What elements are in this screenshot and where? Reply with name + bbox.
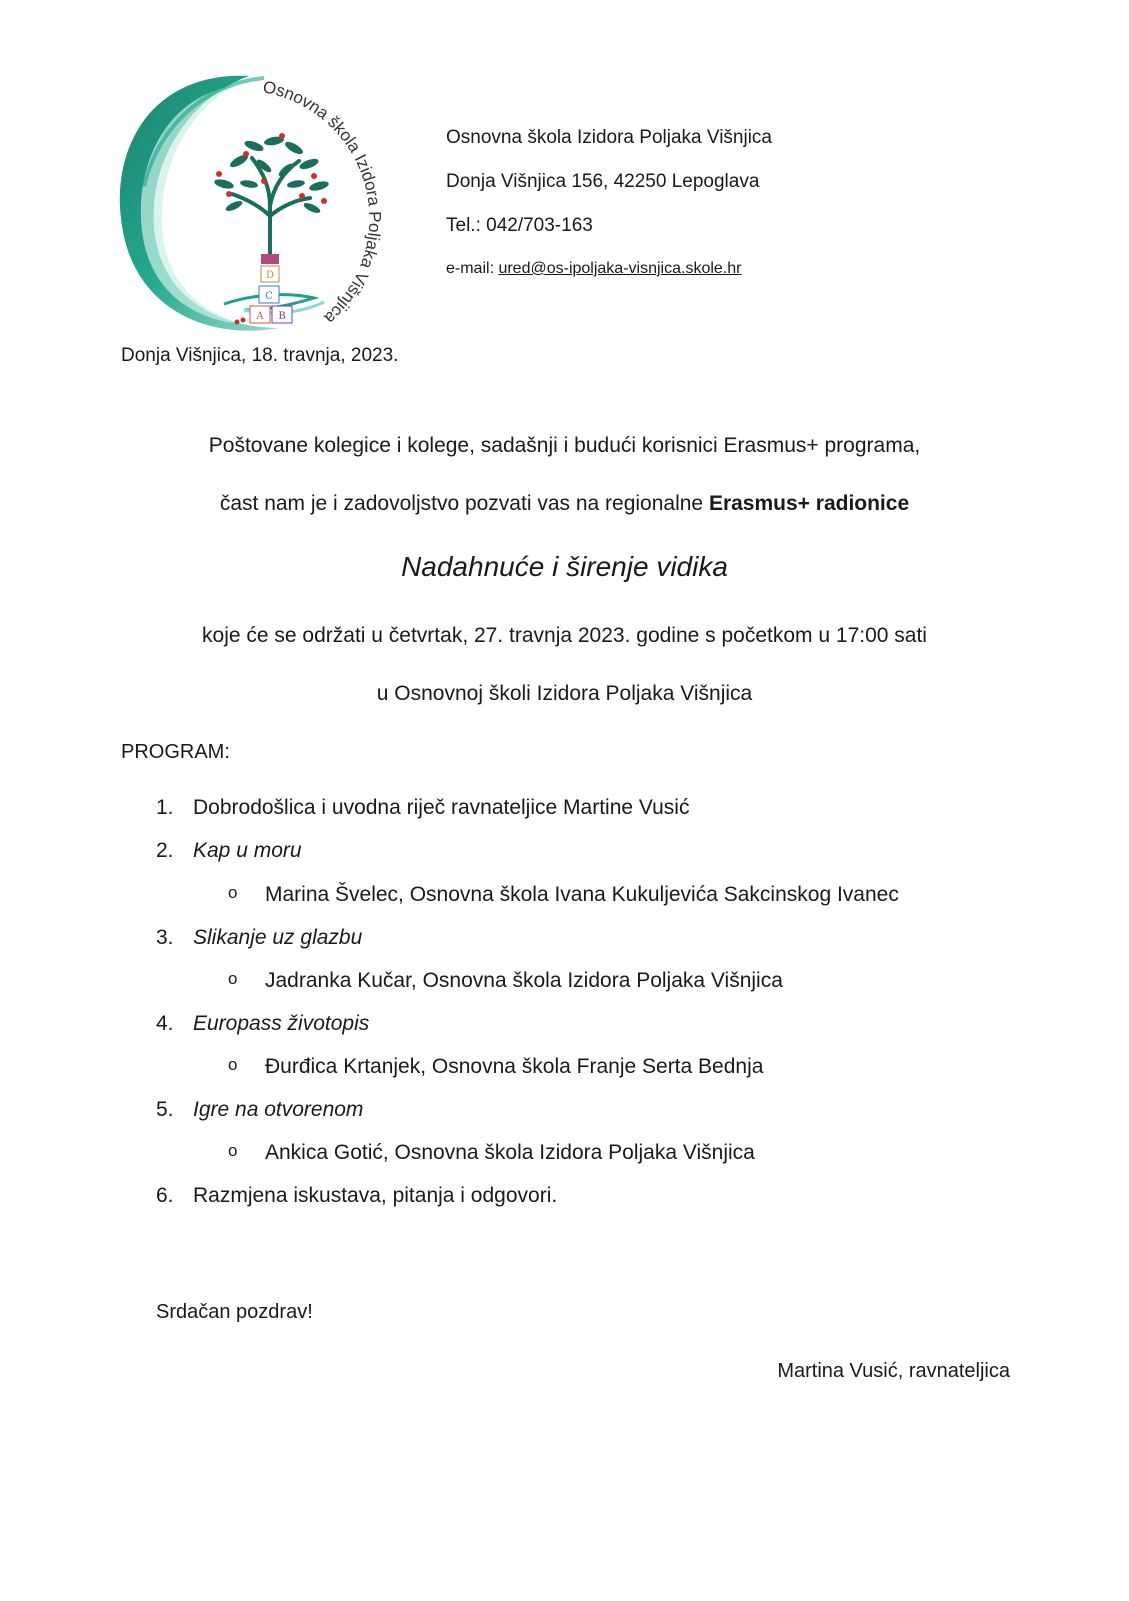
subitem-text: Đurđica Krtanjek, Osnovna škola Franje Serta Bednja <box>265 1055 764 1078</box>
greeting-line: Poštovane kolegice i kolege, sadašnji i budući korisnici Erasmus+ programa, <box>208 434 921 457</box>
item-number: 6. <box>156 1184 174 1207</box>
school-logo-graphic <box>74 66 414 386</box>
item-number: 1. <box>156 796 174 819</box>
item-number: 2. <box>156 839 174 862</box>
bullet-icon: o <box>228 1055 238 1074</box>
invite-line <box>0 492 1129 516</box>
invite-text: čast nam je i zadovoljstvo pozvati vas na regionalne <box>219 492 709 515</box>
item-text: Europass životopis <box>193 1012 370 1035</box>
program-heading: PROGRAM: <box>121 741 230 763</box>
logo-block-c: C <box>265 291 273 302</box>
event-where: u Osnovnoj školi Izidora Poljaka Višnjica <box>376 682 753 705</box>
item-text: Igre na otvorenom <box>193 1098 364 1121</box>
subitem-text: Marina Švelec, Osnovna škola Ivana Kukuljevića Sakcinskog Ivanec <box>265 883 899 906</box>
bullet-icon: o <box>228 883 238 902</box>
logo-block-d: D <box>265 270 275 281</box>
item-text: Razmjena iskustava, pitanja i odgovori. <box>193 1184 558 1207</box>
email-label: e-mail: <box>446 260 499 277</box>
email-link[interactable]: ured@os-ipoljaka-visnjica.skole.hr <box>498 260 742 277</box>
logo-block-b: B <box>278 311 286 322</box>
logo-block-a: A <box>256 311 264 322</box>
bullet-icon: o <box>228 1141 238 1160</box>
item-text: Kap u moru <box>193 839 302 862</box>
school-address: Donja Višnjica 156, 42250 Lepoglava <box>446 171 760 192</box>
signature: Martina Vusić, ravnateljica <box>777 1360 1010 1382</box>
school-phone: Tel.: 042/703-163 <box>446 215 593 236</box>
school-logo <box>74 66 414 386</box>
closing-greeting: Srdačan pozdrav! <box>156 1301 313 1323</box>
bullet-icon: o <box>228 969 238 988</box>
event-when: koje će se održati u četvrtak, 27. travnja 2023. godine s početkom u 17:00 sati <box>202 624 927 647</box>
subitem-text: Jadranka Kučar, Osnovna škola Izidora Poljaka Višnjica <box>265 969 783 992</box>
item-text: Slikanje uz glazbu <box>193 926 363 949</box>
school-email-line <box>446 260 741 278</box>
invite-event-name: Erasmus+ radionice <box>708 492 910 515</box>
subitem-text: Ankica Gotić, Osnovna škola Izidora Poljaka Višnjica <box>265 1141 755 1164</box>
school-name: Osnovna škola Izidora Poljaka Višnjica <box>446 127 772 148</box>
item-text: Dobrodošlica i uvodna riječ ravnateljice Martine Vusić <box>193 796 690 819</box>
item-number: 4. <box>156 1012 174 1035</box>
event-title: Nadahnuće i širenje vidika <box>401 551 728 582</box>
item-number: 3. <box>156 926 174 949</box>
letter-date: Donja Višnjica, 18. travnja, 2023. <box>121 345 399 366</box>
item-number: 5. <box>156 1098 174 1121</box>
logo-ring-text: Osnovna škola Izidora Poljaka Višnjica <box>261 77 385 328</box>
